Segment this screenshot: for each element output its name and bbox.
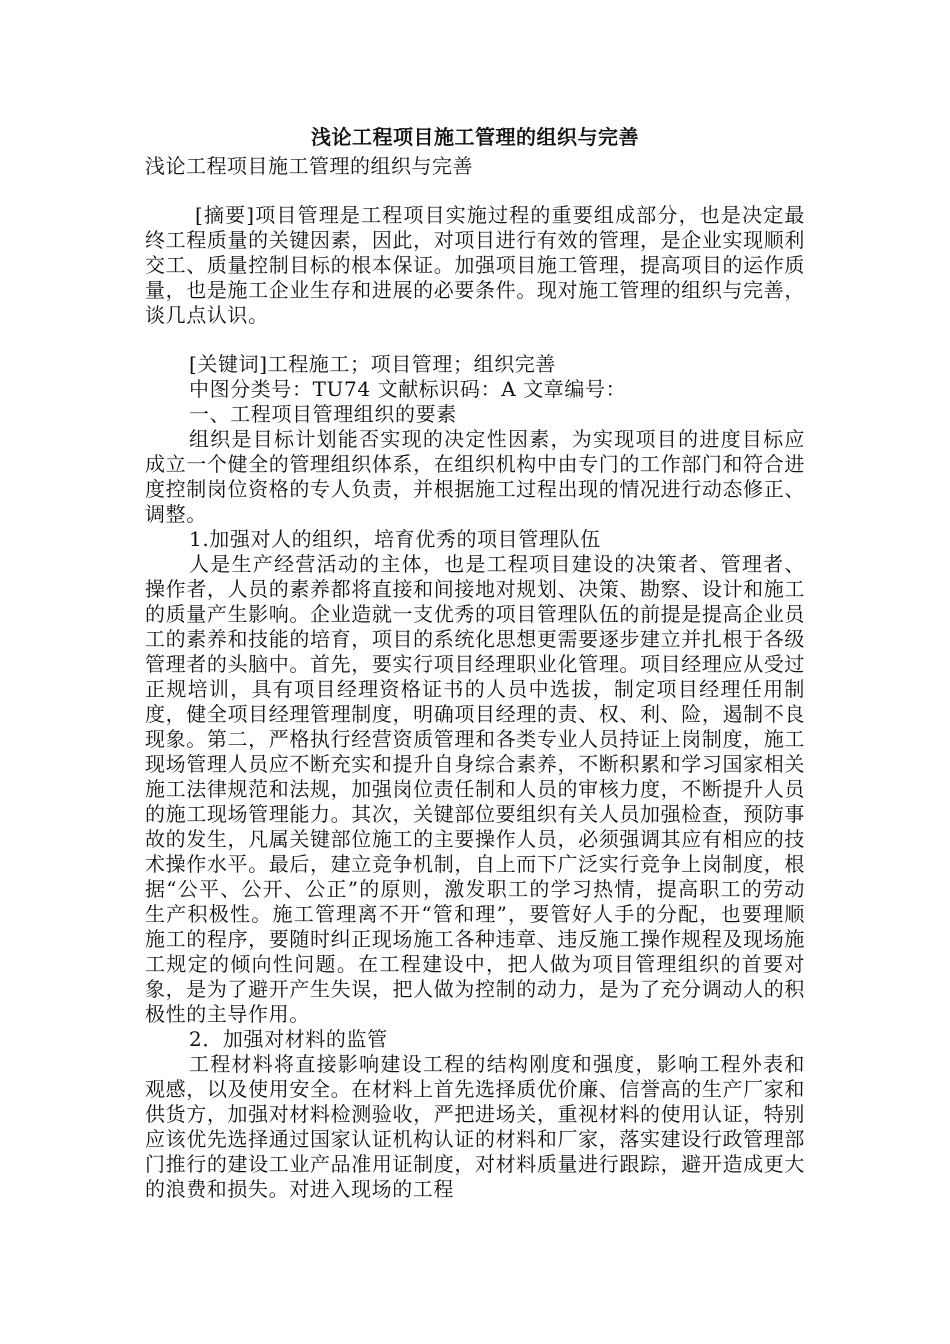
keywords-line: [关键词]工程施工；项目管理；组织完善 [189, 352, 557, 376]
classification-line: 中图分类号：TU74 文献标识码：A 文章编号： [189, 377, 627, 401]
subsection-heading: 1.加强对人的组织，培育优秀的项目管理队伍 [189, 527, 601, 551]
abstract-paragraph: [摘要]项目管理是工程项目实施过程的重要组成部分，也是决定最终工程质量的关键因素，因此，对项目进行有效的管理，是企业实现顺利交工、质量控制目标的根本保证。加强项目施工管理，提高项目的运作质量，也是施工企业生存和进展的必要条件。现对施工管理的组织与完善，谈几点认识。 [145, 203, 805, 327]
spacer [145, 179, 805, 203]
subsection-heading: 2．加强对材料的监管 [189, 1027, 388, 1051]
spacer [145, 328, 805, 352]
document-page [145, 122, 805, 1202]
document-subtitle: 浅论工程项目施工管理的组织与完善 [145, 154, 473, 178]
body-paragraph: 人是生产经营活动的主体，也是工程项目建设的决策者、管理者、操作者，人员的素养都将直接和间接地对规划、决策、勘察、设计和施工的质量产生影响。企业造就一支优秀的项目管理队伍的前提是提高企业员工的素养和技能的培育，项目的系统化思想更需要逐步建立并扎根于各级管理者的头脑中。首先，要实行项目经理职业化管理。项目经理应从受过正规培训，具有项目经理资格证书的人员中选拔，制定项目经理任用制度，健全项目经理管理制度，明确项目经理的责、权、利、险，遏制不良现象。第二，严格执行经营资质管理和各类专业人员持证上岗制度，施工现场管理人员应不断充实和提升自身综合素养，不断积累和学习国家相关施工法律规范和法规，加强岗位责任制和人员的审核力度，不断提升人员的施工现场管理能力。其次，关键部位要组织有关人员加强检查，预防事故的发生，凡属关键部位施工的主要操作人员，必须强调其应有相应的技术操作水平。最后，建立竞争机制，自上而下广泛实行竞争上岗制度，根据“公平、公开、公正”的原则，激发职工的学习热情，提高职工的劳动生产积极性。施工管理离不开“管和理”，要管好人手的分配，也要理顺施工的程序，要随时纠正现场施工各种违章、违反施工操作规程及现场施工规定的倾向性问题。在工程建设中，把人做为项目管理组织的首要对象，是为了避开产生失误，把人做为控制的动力，是为了充分调动人的积极性的主导作用。 [145, 552, 805, 1026]
body-paragraph: 组织是目标计划能否实现的决定性因素，为实现项目的进度目标应成立一个健全的管理组织体系，在组织机构中由专门的工作部门和符合进度控制岗位资格的专人负责，并根据施工过程出现的情况进行动态修正、调整。 [145, 427, 805, 526]
body-paragraph: 工程材料将直接影响建设工程的结构刚度和强度，影响工程外表和观感，以及使用安全。在材料上首先选择质优价廉、信誉高的生产厂家和供货方，加强对材料检测验收，严把进场关，重视材料的使用认证，特别应该优先选择通过国家认证机构认证的材料和厂家，落实建设行政管理部门推行的建设工业产品准用证制度，对材料质量进行跟踪，避开造成更大的浪费和损失。对进入现场的工程 [145, 1052, 805, 1201]
document-title: 浅论工程项目施工管理的组织与完善 [311, 125, 639, 149]
section-heading: 一、工程项目管理组织的要素 [189, 402, 457, 426]
